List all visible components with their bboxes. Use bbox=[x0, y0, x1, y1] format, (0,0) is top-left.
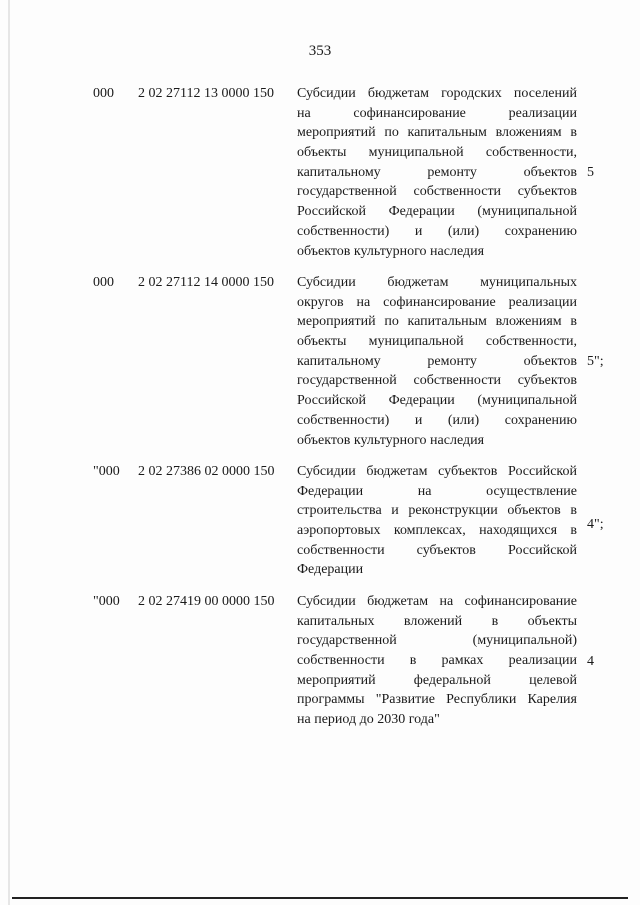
budget-classification-code: 2 02 27112 14 0000 150 bbox=[138, 275, 274, 290]
admin-code: "000 bbox=[93, 594, 120, 609]
name-line: на период до 2030 года" bbox=[297, 712, 440, 728]
revenue-name bbox=[297, 273, 577, 450]
name-line: Субсидии бюджетам муниципальных bbox=[297, 275, 577, 290]
name-line: капитальных вложений в объекты bbox=[297, 613, 577, 629]
name-line: Субсидии бюджетам на софинансирование bbox=[297, 594, 577, 609]
revenue-name bbox=[297, 592, 577, 730]
name-line: государственной (муниципальной) bbox=[297, 633, 577, 649]
name-line: Российской Федерации (муниципальной bbox=[297, 204, 577, 220]
name-line: Федерации на осуществление bbox=[297, 483, 577, 499]
budget-classification-code: 2 02 27112 13 0000 150 bbox=[138, 86, 274, 101]
amount-value: 5"; bbox=[587, 354, 604, 369]
revenue-name bbox=[297, 84, 577, 261]
budget-classification-code: 2 02 27419 00 0000 150 bbox=[138, 594, 275, 609]
name-line: мероприятий по капитальным вложениям в bbox=[297, 125, 577, 141]
name-line: собственности субъектов Российской bbox=[297, 542, 577, 558]
admin-code: 000 bbox=[93, 275, 114, 290]
name-line: Субсидии бюджетам субъектов Российской bbox=[297, 464, 577, 479]
name-line: капитальному ремонту объектов bbox=[297, 164, 577, 180]
name-line: объектов культурного наследия bbox=[297, 432, 485, 448]
name-line: объекты муниципальной собственности, bbox=[297, 334, 577, 350]
name-line: Субсидии бюджетам городских поселений bbox=[297, 86, 577, 101]
name-line: государственной собственности субъектов bbox=[297, 184, 577, 200]
amount-value: 5 bbox=[587, 165, 594, 180]
name-line: Российской Федерации (муниципальной bbox=[297, 393, 577, 409]
scan-edge bbox=[8, 0, 10, 905]
admin-code: 000 bbox=[93, 86, 114, 101]
name-line: объекты муниципальной собственности, bbox=[297, 145, 577, 161]
name-line: программы "Развитие Республики Карелия bbox=[297, 692, 577, 708]
name-line: мероприятий федеральной целевой bbox=[297, 672, 577, 688]
name-line: строительства и реконструкции объектов в bbox=[297, 503, 577, 519]
name-line: собственности) и (или) сохранению bbox=[297, 223, 577, 239]
revenue-name bbox=[297, 462, 577, 580]
name-line: капитальному ремонту объектов bbox=[297, 353, 577, 369]
name-line: собственности) и (или) сохранению bbox=[297, 412, 577, 428]
name-line: собственности в рамках реализации bbox=[297, 653, 577, 669]
page-bottom-rule bbox=[12, 897, 628, 899]
name-line: на софинансирование реализации bbox=[297, 105, 577, 121]
name-line: объектов культурного наследия bbox=[297, 243, 485, 259]
admin-code: "000 bbox=[93, 464, 120, 479]
name-line: мероприятий по капитальным вложениям в bbox=[297, 314, 577, 330]
name-line: государственной собственности субъектов bbox=[297, 373, 577, 389]
name-line: Федерации bbox=[297, 562, 364, 578]
amount-value: 4"; bbox=[587, 517, 604, 532]
name-line: аэропортовых комплексах, находящихся в bbox=[297, 523, 577, 539]
amount-value: 4 bbox=[587, 654, 594, 669]
page-number: 353 bbox=[308, 43, 332, 59]
budget-classification-code: 2 02 27386 02 0000 150 bbox=[138, 464, 275, 479]
name-line: округов на софинансирование реализации bbox=[297, 294, 577, 310]
